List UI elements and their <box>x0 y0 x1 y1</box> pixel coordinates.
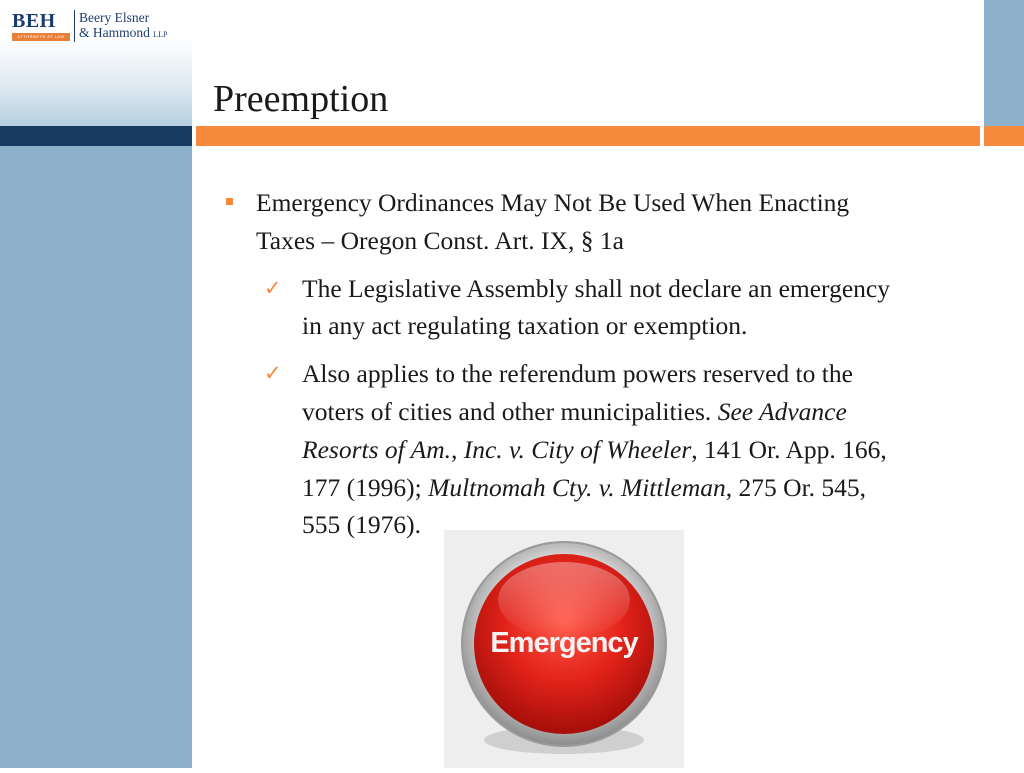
emergency-button-image <box>444 530 684 768</box>
right-orange-strip <box>984 126 1024 146</box>
check-icon: ✓ <box>264 361 282 386</box>
citation-reporter: , 141 Or. App. 166, <box>691 434 887 464</box>
emergency-button-icon <box>444 530 684 768</box>
sub-bullet-item <box>226 355 966 544</box>
sub-bullet-2-line3 <box>302 431 966 469</box>
citation-signal: See Advance <box>717 396 847 426</box>
left-blue-panel <box>0 146 192 768</box>
sub-bullet-item <box>226 270 966 346</box>
check-icon: ✓ <box>264 275 282 300</box>
right-blue-strip <box>984 0 1024 126</box>
logo-divider <box>74 10 75 42</box>
bullet-text-line2: Taxes – Oregon Const. Art. IX, § 1a <box>256 225 624 255</box>
slide-title: Preemption <box>213 78 389 120</box>
orange-square-bullet-icon <box>226 198 233 205</box>
emergency-button-label: Emergency <box>490 627 638 659</box>
slide-content <box>226 184 966 544</box>
case-name-advance-resorts: Resorts of Am., Inc. v. City of Wheeler <box>302 434 692 464</box>
logo-tagline: ATTORNEYS AT LAW <box>12 33 70 41</box>
sub-bullet-2-line1: Also applies to the referendum powers reserved to the <box>302 359 853 389</box>
sub-bullet-2-text: voters of cities and other municipalities. <box>302 396 718 426</box>
citation-reporter: , 275 Or. 545, <box>725 472 867 502</box>
bullet-item <box>226 184 966 260</box>
logo-name-line1: Beery Elsner <box>79 10 150 25</box>
sub-bullet-2-line4 <box>302 469 966 507</box>
logo-area <box>0 0 192 126</box>
orange-title-rule <box>196 126 980 146</box>
sub-bullet-2-line5: 555 (1976). <box>302 510 421 540</box>
sub-bullet-1-line2: in any act regulating taxation or exemption. <box>302 311 748 341</box>
case-name-mittleman: Multnomah Cty. v. Mittleman <box>428 472 726 502</box>
sub-bullet-1-line1: The Legislative Assembly shall not declare an emergency <box>302 273 890 303</box>
firm-logo <box>12 10 167 44</box>
logo-mark <box>12 10 70 44</box>
citation-pin: 177 (1996); <box>302 472 429 502</box>
bullet-text-line1: Emergency Ordinances May Not Be Used When Enacting <box>256 188 850 217</box>
navy-bar <box>0 126 192 146</box>
sub-bullet-2-line2 <box>302 393 966 431</box>
logo-letters: BEH <box>12 10 56 32</box>
logo-name-suffix: LLP <box>153 30 168 39</box>
logo-name-line2: & Hammond <box>79 25 150 40</box>
logo-firm-name <box>79 10 167 42</box>
